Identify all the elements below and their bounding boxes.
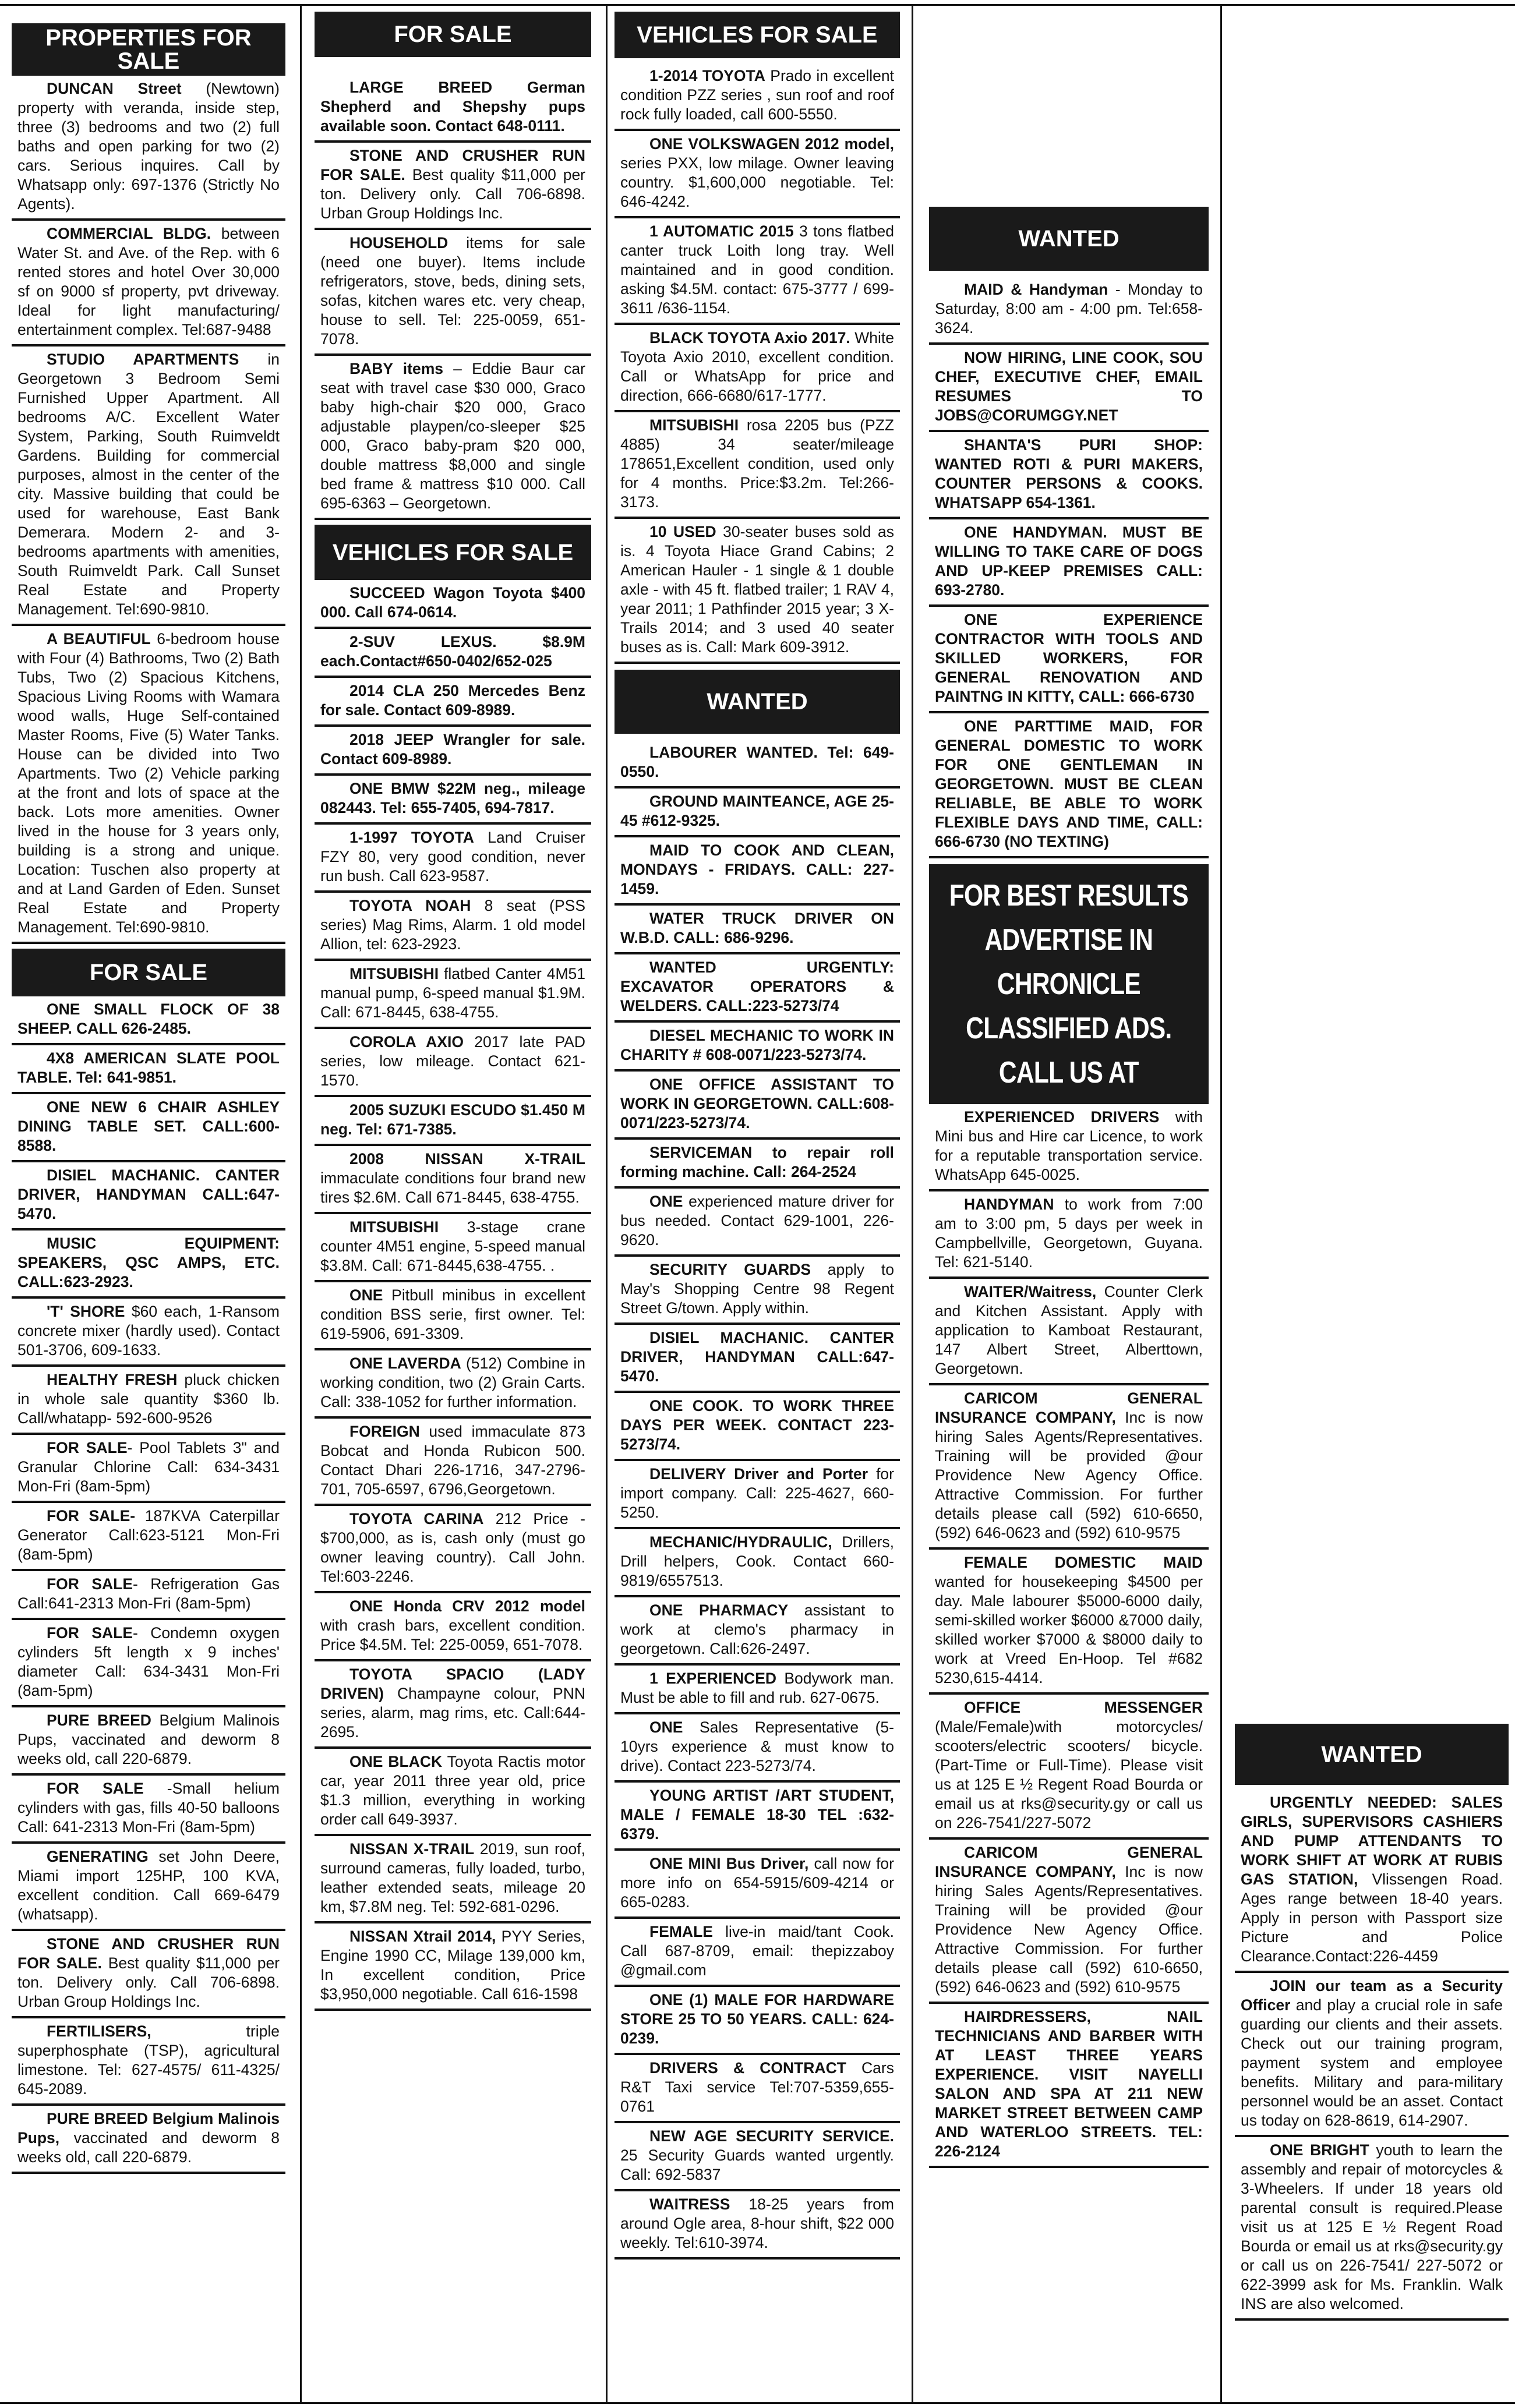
- ad-body: items for sale (need one buyer). Items include refrigerators, stove, beds, dining sets, sofas, kitchen wares etc. very cheap, house to sell. Tel: 225-0059, 651-7078.: [320, 234, 585, 348]
- ad-heading: MECHANIC/HYDRAULIC,: [649, 1533, 832, 1551]
- classified-ad: [12, 2018, 285, 2106]
- classified-ad: [12, 1503, 285, 1571]
- ad-body: 2019, sun roof, surround cameras, fully loaded, turbo, leather extended seats, mileage 20 km, $7.8M neg. Tel: 592-681-0296.: [320, 1840, 586, 1915]
- classified-ad: [315, 1214, 591, 1282]
- ad-heading: FOR SALE-: [47, 1507, 136, 1525]
- ad-body: 3 tons flatbed canter truck Loith long tray. Well maintained and in good condition. asking $4.5M. contact: 675-3777 / 699-3611 /636-1154.: [620, 222, 894, 317]
- ad-body: 30-seater buses sold as is. 4 Toyota Hiace Grand Cabins; 2 American Hauler - 1 single & 1 double axle - with 45 ft. flatbed trailer; 1 RAV 4, year 2011; 1 Pathfinder 2015 year; 3 X-Trails 2014; and 3 used 40 seater buses as is. Call: Mark 609-3912.: [620, 523, 895, 656]
- ad-body: Inc is now hiring Sales Agents/Representatives. Training will be provided @our Providence New Agency Office. Attractive Commission. For further details please call (592) 610-6650, (592) 646-0623 and (592) 610-9575: [935, 1863, 1203, 1996]
- classified-ad: [12, 1094, 285, 1162]
- ad-heading: ONE (1) MALE FOR HARDWARE STORE 25 TO 50 YEARS. CALL: 624-0239.: [620, 1991, 894, 2047]
- column-4: [929, 207, 1209, 2393]
- classified-ad: [615, 1325, 900, 1393]
- ad-list-wanted-3: [929, 1104, 1209, 2168]
- classified-ad: [315, 356, 591, 520]
- ad-list-wanted: [615, 740, 900, 2260]
- ad-heading: ONE BRIGHT: [1270, 2141, 1369, 2159]
- ad-heading: NEW AGE SECURITY SERVICE.: [649, 2127, 894, 2145]
- classified-ad: [929, 277, 1209, 345]
- ad-heading: SHANTA'S PURI SHOP: WANTED ROTI & PURI MAKERS, COUNTER PERSONS & COOKS. WHATSAPP 654-1361.: [935, 436, 1203, 511]
- classified-ad: [12, 1230, 285, 1299]
- section-header-text: VEHICLES FOR SALE: [637, 22, 878, 48]
- ad-body: (Newtown) property with veranda, inside step, three (3) bedrooms and two (2) full baths and open parking for two (2) cars. Serious inquires. Call by Whatsapp only: 697-1376 (Strictly No Agents).: [17, 80, 280, 213]
- ad-heading: WANTED URGENTLY: EXCAVATOR OPERATORS & WELDERS. CALL:223-5273/74: [620, 959, 894, 1014]
- classified-ad: [615, 2123, 900, 2191]
- classified-ad: [315, 580, 591, 629]
- classified-ad: [615, 63, 900, 131]
- ad-body: -Small helium cylinders with gas, fills 40-50 balloons Call: 641-2313 Mon-Fri (8am-5pm): [17, 1780, 280, 1836]
- ad-heading: ONE EXPERIENCE CONTRACTOR WITH TOOLS AND SKILLED WORKERS, FOR GENERAL RENOVATION AND PAINTNG IN KITTY, CALL: 666-6730: [935, 611, 1203, 705]
- ad-heading: ONE HANDYMAN. MUST BE WILLING TO TAKE CARE OF DOGS AND UP-KEEP PREMISES CALL: 693-2780.: [935, 524, 1203, 599]
- ad-heading: 1 EXPERIENCED: [649, 1670, 777, 1687]
- classified-ad: [615, 519, 900, 664]
- classified-ad: [12, 1707, 285, 1776]
- ad-body: 212 Price - $700,000, as is, cash only (must go owner leaving country). Call John. Tel:603-2246.: [320, 1510, 585, 1585]
- classified-ad: [615, 2055, 900, 2123]
- ad-body: Cars R&T Taxi service Tel:707-5359,655-0761: [620, 2059, 894, 2115]
- ad-heading: 10 USED: [649, 523, 716, 540]
- classified-ad: [615, 2191, 900, 2260]
- classified-ad: [929, 1104, 1209, 1191]
- section-header-text: WANTED: [707, 689, 808, 715]
- classified-ad: [929, 1191, 1209, 1279]
- ad-heading: MAID & Handyman: [964, 281, 1108, 298]
- ad-body: rosa 2205 bus (PZZ 4885) 34 seater/mileage 178651,Excellent condition, used only for 4 months. Price:$3.2m. Tel:266-3173.: [620, 416, 894, 511]
- ad-heading: ONE MINI Bus Driver,: [649, 1855, 809, 1872]
- ad-heading: DISIEL MACHANIC. CANTER DRIVER, HANDYMAN CALL:647-5470.: [620, 1329, 894, 1385]
- classified-ad: [615, 1023, 900, 1072]
- ad-heading: DISIEL MACHANIC. CANTER DRIVER, HANDYMAN CALL:647-5470.: [17, 1166, 280, 1222]
- classified-ad: [12, 346, 285, 626]
- ad-heading: NISSAN Xtrail 2014,: [349, 1928, 496, 1945]
- ad-heading: ONE VOLKSWAGEN 2012 model,: [649, 135, 894, 153]
- classified-ad: [615, 1597, 900, 1666]
- ad-body: Inc is now hiring Sales Agents/Representatives. Training will be provided @our Providence New Agency Office. Attractive Commission. For further details please call (592) 610-6650, (592) 646-0623 and (592) 610-9575: [935, 1409, 1203, 1541]
- ad-heading: JOIN our team as a Security Officer: [1241, 1977, 1503, 2014]
- ad-heading: MAID TO COOK AND CLEAN, MONDAYS - FRIDAYS. CALL: 227-1459.: [620, 841, 894, 897]
- ad-heading: FOREIGN: [349, 1423, 420, 1440]
- ad-body: - Monday to Saturday, 8:00 am - 4:00 pm. Tel:658-3624.: [935, 281, 1203, 337]
- ad-heading: TOYOTA NOAH: [349, 897, 471, 914]
- ad-heading: STUDIO APARTMENTS: [47, 351, 239, 368]
- ad-body: 187KVA Caterpillar Generator Call:623-5121 Mon-Fri (8am-5pm): [17, 1507, 280, 1563]
- classified-ad: [1235, 1790, 1509, 1973]
- ad-heading: 1-1997 TOYOTA: [349, 829, 474, 846]
- ad-body: Vlissengen Road. Ages range between 18-40 years. Apply in person with Passport size Picture and Police Clearance.Contact:226-4459: [1241, 1870, 1503, 1965]
- ad-heading: MUSIC EQUIPMENT: SPEAKERS, QSC AMPS, ETC. CALL:623-2923.: [17, 1235, 280, 1290]
- classified-ad: [615, 837, 900, 906]
- ad-heading: FOR SALE: [47, 1780, 144, 1797]
- ad-heading: CARICOM GENERAL INSURANCE COMPANY,: [935, 1389, 1203, 1426]
- ad-heading: LABOURER WANTED. Tel: 649-0550.: [620, 744, 894, 780]
- classified-ad: [929, 713, 1209, 858]
- classified-ad: [12, 1844, 285, 1931]
- classified-ad: [315, 776, 591, 825]
- classified-ad: [12, 1162, 285, 1230]
- ad-body: Counter Clerk and Kitchen Assistant. Apply with application to Kamboat Restaurant, 147 Albert Street, Alberttown, Georgetown.: [935, 1283, 1203, 1377]
- ad-heading: MITSUBISHI: [649, 416, 739, 434]
- column-5: [1235, 1724, 1509, 2393]
- column-divider: [606, 6, 608, 2402]
- ad-body: used immaculate 873 Bobcat and Honda Rubicon 500. Contact Dhari 226-1716, 347-2796-701, 705-6597, 6796,Georgetown.: [320, 1423, 585, 1498]
- ad-body: vaccinated and deworm 8 weeks old, call 220-6879.: [17, 2129, 280, 2166]
- ad-heading: 2018 JEEP Wrangler for sale. Contact 609-8989.: [320, 731, 585, 768]
- ad-heading: ONE: [649, 1193, 683, 1210]
- ad-body: for import company. Call: 225-4627, 660-5250.: [620, 1465, 894, 1521]
- ad-body: - Pool Tablets 3" and Granular Chlorine Call: 634-3431 Mon-Fri (8am-5pm): [17, 1439, 280, 1495]
- ad-heading: HAIRDRESSERS, NAIL TECHNICIANS AND BARBER WITH AT LEAST THREE YEARS EXPERIENCE. VISIT NAYELLI SALON AND SPA AT 211 NEW MARKET STREET BETWEEN CAMP AND WATERLOO STREETS. TEL: 226-2124: [935, 2008, 1203, 2160]
- ad-heading: CARICOM GENERAL INSURANCE COMPANY,: [935, 1844, 1203, 1880]
- ad-heading: ONE NEW 6 CHAIR ASHLEY DINING TABLE SET. CALL:600-8588.: [17, 1098, 280, 1154]
- ad-body: pluck chicken in whole sale quantity $360 lb. Call/whatapp- 592-600-9526: [17, 1371, 280, 1427]
- ad-body: Pitbull minibus in excellent condition BSS serie, first owner. Tel: 619-5906, 691-3309.: [320, 1286, 585, 1342]
- ad-heading: A BEAUTIFUL: [47, 630, 151, 648]
- ad-body: with Mini bus and Hire car Licence, to work for a reputable transportation service. WhatsApp 645-0025.: [935, 1108, 1203, 1183]
- ad-body: assistant to work at clemo's pharmacy in georgetown. Call:626-2497.: [620, 1601, 895, 1657]
- ad-heading: 'T' SHORE: [47, 1303, 125, 1320]
- column-3: [615, 12, 900, 2393]
- ad-heading: FEMALE DOMESTIC MAID: [964, 1554, 1203, 1571]
- classified-ad: [929, 1385, 1209, 1550]
- ad-heading: PURE BREED: [47, 1712, 151, 1729]
- classified-ad: [12, 221, 285, 346]
- classified-ad: [315, 75, 591, 143]
- ad-heading: TOYOTA SPACIO (LADY DRIVEN): [320, 1666, 585, 1702]
- ad-heading: COROLA AXIO: [349, 1033, 464, 1051]
- section-header-text: VEHICLES FOR SALE: [332, 539, 574, 565]
- ad-body: 6-bedroom house with Four (4) Bathrooms, Two (2) Bath Tubs, Two (2) Spacious Kitchens, Spacious Living Rooms with Wamara wood walls, Huge Self-contained Master Rooms, Five (5) Water Tanks. House can be divided into Two Apartments. Two (2) Vehicle parking at the front and lots of space at the back. Lots more amenities. Owner lived in the house for 3 years only, building is a strong and unique. Location: Tuschen also property at and at Land Garden of Eden. Sunset Real Estate and Property Management. Tel:690-9810.: [17, 630, 280, 936]
- classified-ad: [615, 788, 900, 837]
- classified-ad: [12, 1620, 285, 1707]
- ad-heading: OFFICE MESSENGER: [964, 1699, 1203, 1716]
- ad-heading: HEALTHY FRESH: [47, 1371, 178, 1388]
- section-header-for-sale: [12, 949, 285, 996]
- section-header-text: WANTED: [1018, 226, 1120, 252]
- ad-heading: COMMERCIAL BLDG.: [47, 225, 211, 242]
- column-divider: [300, 6, 302, 2402]
- ad-body: – Eddie Baur car seat with travel case $30 000, Graco baby high-chair $20 000, Graco adjustable playpen/co-sleeper $25 000, Graco baby-pram $20 000, double mattress $8,000 and single bed frame & mattress $10 000. Call 695-6363 – Georgetown.: [320, 360, 585, 512]
- classified-ad: [615, 218, 900, 325]
- ad-heading: DUNCAN Street: [47, 80, 182, 97]
- ad-list-vehicles-2: [615, 63, 900, 664]
- ad-heading: ONE COOK. TO WORK THREE DAYS PER WEEK. CONTACT 223-5273/74.: [620, 1397, 894, 1453]
- top-rule: [0, 0, 1515, 6]
- ad-body: Best quality $11,000 per ton. Delivery only. Call 706-6898. Urban Group Holdings Inc.: [17, 1954, 280, 2010]
- ad-body: apply to May's Shopping Centre 98 Regent Street G/town. Apply within.: [620, 1261, 894, 1317]
- ad-heading: FOR SALE: [47, 1575, 133, 1593]
- classified-ad: [12, 2106, 285, 2174]
- classified-ad: [315, 1923, 591, 2011]
- ad-heading: SERVICEMAN to repair roll forming machine. Call: 264-2524: [620, 1144, 894, 1180]
- classified-ad: [615, 325, 900, 412]
- classified-ad: [315, 1282, 591, 1350]
- section-header-for-sale-2: [315, 12, 591, 57]
- section-header-text: PROPERTIES FOR SALE: [45, 25, 252, 74]
- classified-ad: [615, 740, 900, 788]
- ad-heading: 2008 NISSAN X-TRAIL: [349, 1150, 585, 1168]
- ad-list-wanted-4: [1235, 1790, 1509, 2321]
- classified-ad: [12, 626, 285, 944]
- classified-ad: [315, 825, 591, 893]
- ad-list-for-sale-2: [315, 75, 591, 520]
- classified-ad: [615, 1666, 900, 1714]
- ad-body: wanted for housekeeping $4500 per day. Male labourer $5000-6000 daily, semi-skilled worker $6000 &7000 daily, skilled worker $7000 & $8000 daily to work at Vreed En-Hoop. Tel #682 5230,615-4414.: [935, 1573, 1203, 1686]
- ad-body: flatbed Canter 4M51 manual pump, 6-speed manual $1.9M. Call: 671-8445, 638-4755.: [320, 965, 585, 1021]
- classified-ad: [929, 1279, 1209, 1385]
- ad-body: 25 Security Guards wanted urgently. Call: 692-5837: [620, 2147, 894, 2183]
- ad-heading: MITSUBISHI: [349, 965, 439, 982]
- ad-heading: 2-SUV LEXUS. $8.9M each.Contact#650-0402/652-025: [320, 633, 585, 670]
- ad-heading: STONE AND CRUSHER RUN FOR SALE.: [320, 147, 585, 183]
- section-header-vehicles: [315, 525, 591, 580]
- ad-list-wanted-2: [929, 277, 1209, 858]
- classified-ad: [615, 1919, 900, 1987]
- classified-ad: [615, 1140, 900, 1189]
- ad-heading: ONE PARTTIME MAID, FOR GENERAL DOMESTIC TO WORK FOR ONE GENTLEMAN IN GEORGETOWN. MUST BE CLEAN RELIABLE, BE ABLE TO WORK FLEXIBLE DAYS AND TIME, CALL: 666-6730 (NO TEXTING): [935, 717, 1203, 850]
- ad-body: immaculate conditions four brand new tires $2.6M. Call 671-8445, 638-4755.: [320, 1169, 585, 1206]
- ad-heading: ONE SMALL FLOCK OF 38 SHEEP. CALL 626-2485.: [17, 1000, 280, 1037]
- ad-body: - Refrigeration Gas Call:641-2313 Mon-Fri (8am-5pm): [17, 1575, 280, 1612]
- ad-body: with crash bars, excellent condition. Price $4.5M. Tel: 225-0059, 651-7078.: [320, 1617, 585, 1653]
- ad-body: - Condemn oxygen cylinders 5ft length x 9 inches' diameter Call: 634-3431 Mon-Fri (8am-5pm): [17, 1624, 280, 1699]
- ad-heading: 1 AUTOMATIC 2015: [649, 222, 794, 240]
- ad-heading: FOR SALE: [47, 1624, 133, 1642]
- ad-heading: PURE BREED Belgium Malinois Pups,: [17, 2110, 280, 2147]
- ad-body: and play a crucial role in safe guarding our clients and their assets. Check out our training program, payment system and employee benefits. Military and para-military personnel would be an asset. Contact us today on 628-8619, 614-2907.: [1241, 1996, 1503, 2129]
- ad-body: 3-stage crane counter 4M51 engine, 5-speed manual $3.8M. Call: 671-8445,638-4755. .: [320, 1218, 585, 1274]
- classified-ad: [615, 1714, 900, 1783]
- ad-body: Best quality $11,000 per ton. Delivery only. Call 706-6898. Urban Group Holdings Inc.: [320, 166, 586, 222]
- ad-heading: WATER TRUCK DRIVER ON W.B.D. CALL: 686-9296.: [620, 910, 894, 946]
- promo-box: [929, 864, 1209, 1104]
- classified-ad: [615, 1529, 900, 1597]
- ad-heading: DRIVERS & CONTRACT: [649, 2059, 846, 2077]
- column-divider: [1220, 6, 1222, 2402]
- ad-heading: ONE PHARMACY: [649, 1601, 789, 1619]
- ad-heading: ONE: [349, 1286, 383, 1304]
- ad-heading: NOW HIRING, LINE COOK, SOU CHEF, EXECUTIVE CHEF, EMAIL RESUMES TO JOBS@CORUMGGY.NET: [935, 349, 1203, 424]
- classified-ad: [615, 1072, 900, 1140]
- section-header-wanted-2: [929, 207, 1209, 271]
- ad-body: Sales Representative (5-10yrs experience & must know to drive). Contact 223-5273/74.: [620, 1719, 894, 1774]
- ad-heading: FOR SALE: [47, 1439, 128, 1456]
- ad-heading: STONE AND CRUSHER RUN FOR SALE.: [17, 1935, 280, 1972]
- classified-ad: [929, 432, 1209, 519]
- ad-list-for-sale: [12, 996, 285, 2174]
- classified-ad: [315, 143, 591, 230]
- ad-heading: FEMALE: [649, 1923, 713, 1940]
- classified-ad: [929, 1695, 1209, 1840]
- ad-body: between Water St. and Ave. of the Rep. with 6 rented stores and hotel Over 30,000 sf on 9000 sf property, pvt driveway. Ideal for light manufacturing/ entertainment complex. Tel:687-9488: [17, 225, 280, 338]
- ad-body: to work from 7:00 am to 3:00 pm, 5 days per week in Campbellville, Georgetown, Guyana. Tel: 621-5140.: [935, 1196, 1203, 1271]
- classified-ad: [12, 1367, 285, 1435]
- ad-heading: URGENTLY NEEDED: SALES GIRLS, SUPERVISORS CASHIERS AND PUMP ATTENDANTS TO WORK SHIFT AT WORK AT RUBIS GAS STATION,: [1241, 1794, 1503, 1888]
- classified-ad: [12, 996, 285, 1045]
- classified-ad: [12, 1299, 285, 1367]
- ad-body: (Male/Female)with motorcycles/ scooters/electric scooters/ bicycle.(Part-Time or Full-Time). Please visit us at 125 E ½ Regent Road Bourda or email us at rks@security.gy or call us on 226-7541/227-5072: [935, 1718, 1203, 1831]
- ad-body: 8 seat (PSS series) Mag Rims, Alarm. 1 old model Allion, tel: 623-2923.: [320, 897, 586, 953]
- ad-heading: 2005 SUZUKI ESCUDO $1.450 M neg. Tel: 671-7385.: [320, 1101, 585, 1138]
- classified-ad: [929, 519, 1209, 607]
- classified-ad: [315, 1593, 591, 1661]
- ad-body: White Toyota Axio 2010, excellent condition. Call or WhatsApp for price and direction, 666-6680/617-1777.: [620, 329, 894, 404]
- ad-body: 18-25 years from around Ogle area, 8-hour shift, $22 000 weekly. Tel:610-3974.: [620, 2195, 894, 2251]
- classified-ad: [12, 1571, 285, 1620]
- classified-ad: [929, 2004, 1209, 2168]
- classified-ad: [315, 1419, 591, 1506]
- classified-ad: [315, 230, 591, 356]
- ad-body: set John Deere, Miami import 125HP, 100 KVA, excellent condition. Call 669-6479 (whatsapp).: [17, 1848, 280, 1923]
- column-2: [315, 12, 591, 2393]
- ad-heading: SUCCEED Wagon Toyota $400 000. Call 674-0614.: [320, 584, 585, 621]
- classified-ad: [315, 961, 591, 1029]
- ad-heading: ONE OFFICE ASSISTANT TO WORK IN GEORGETOWN. CALL:608-0071/223-5273/74.: [620, 1076, 894, 1131]
- classified-ad: [12, 76, 285, 221]
- classified-ad: [615, 906, 900, 954]
- ad-heading: LARGE BREED German Shepherd and Shepshy pups available soon. Contact 648-0111.: [320, 79, 585, 135]
- ad-body: (512) Combine in working condition, two (2) Grain Carts. Call: 338-1052 for further information.: [320, 1355, 585, 1410]
- classified-ad: [12, 1045, 285, 1094]
- ad-list-vehicles: [315, 580, 591, 2011]
- classified-ad: [315, 727, 591, 776]
- ad-heading: WAITRESS: [649, 2195, 730, 2213]
- ad-list-properties: [12, 76, 285, 944]
- bottom-rule: [0, 2402, 1515, 2408]
- column-divider: [912, 6, 913, 2402]
- ad-heading: SECURITY GUARDS: [649, 1261, 811, 1278]
- ad-heading: ONE Honda CRV 2012 model: [349, 1597, 585, 1615]
- ad-heading: BLACK TOYOTA Axio 2017.: [649, 329, 850, 346]
- section-header-vehicles-2: [615, 12, 900, 58]
- classified-ad: [929, 607, 1209, 713]
- column-1: [12, 23, 285, 2393]
- classified-ad: [315, 1146, 591, 1214]
- section-header-text: FOR SALE: [394, 22, 512, 47]
- section-header-wanted-4: [1235, 1724, 1509, 1785]
- ad-heading: ONE BLACK: [349, 1753, 443, 1770]
- ad-heading: GROUND MAINTEANCE, AGE 25-45 #612-9325.: [620, 793, 894, 829]
- ad-heading: BABY items: [349, 360, 444, 377]
- ad-body: call now for more info on 654-5915/609-4214 or 665-0283.: [620, 1855, 894, 1911]
- classified-ad: [929, 345, 1209, 432]
- classified-ad: [1235, 1973, 1509, 2137]
- ad-heading: ONE BMW $22M neg., mileage 082443. Tel: 655-7405, 694-7817.: [320, 780, 585, 816]
- ad-body: Prado in excellent condition PZZ series , sun roof and roof rock fully loaded, call 600-5550.: [620, 67, 894, 123]
- promo-text: FOR BEST RESULTS ADVERTISE IN CHRONICLE CLASSIFIED ADS. CALL US AT: [929, 864, 1209, 1104]
- ad-body: $60 each, 1-Ransom concrete mixer (hardly used). Contact 501-3706, 609-1633.: [17, 1303, 280, 1359]
- ad-body: live-in maid/tant Cook. Call 687-8709, email: thepizzaboy @gmail.com: [620, 1923, 894, 1979]
- ad-body: 2017 late PAD series, low mileage. Contact 621-1570.: [320, 1033, 585, 1089]
- classified-ad: [315, 1836, 591, 1923]
- classified-ad: [315, 1350, 591, 1419]
- classified-ad: [615, 131, 900, 218]
- classified-ad: [315, 1097, 591, 1146]
- classified-ad: [615, 412, 900, 519]
- ad-heading: YOUNG ARTIST /ART STUDENT, MALE / FEMALE 18-30 TEL :632-6379.: [620, 1787, 894, 1843]
- ad-body: Champayne colour, PNN series, alarm, mag rims, etc. Call:644-2695.: [320, 1685, 585, 1741]
- ad-body: Drillers, Drill helpers, Cook. Contact 660-9819/6557513.: [620, 1533, 894, 1589]
- ad-heading: HOUSEHOLD: [349, 234, 449, 252]
- classified-ad: [929, 1840, 1209, 2004]
- classified-ad: [615, 1189, 900, 1257]
- ad-heading: DELIVERY Driver and Porter: [649, 1465, 868, 1483]
- ad-body: Toyota Ractis motor car, year 2011 three year old, price $1.3 million, everything in working order call 649-3937.: [320, 1753, 585, 1828]
- classified-ad: [615, 1461, 900, 1529]
- classified-ad: [615, 1851, 900, 1919]
- ad-heading: NISSAN X-TRAIL: [349, 1840, 475, 1858]
- ad-heading: EXPERIENCED DRIVERS: [964, 1108, 1160, 1126]
- ad-body: youth to learn the assembly and repair of motorcycles & 3-Wheelers. If under 18 years old parental consult is required.Please visit us at 125 E ½ Regent Road Bourda or email us at rks@security.gy or call us on 226-7541/ 227-5072 or 622-3999 ask for Ms. Franklin. Walk INS are also welcomed.: [1241, 2141, 1503, 2312]
- classified-ad: [615, 1257, 900, 1325]
- classified-ad: [615, 1987, 900, 2055]
- ad-heading: MITSUBISHI: [349, 1218, 439, 1236]
- ad-heading: WAITER/Waitress,: [964, 1283, 1097, 1300]
- ad-heading: ONE LAVERDA: [349, 1355, 461, 1372]
- ad-body: experienced mature driver for bus needed. Contact 629-1001, 226-9620.: [620, 1193, 894, 1249]
- ad-body: Belgium Malinois Pups, vaccinated and deworm 8 weeks old, call 220-6879.: [17, 1712, 280, 1767]
- classified-ad: [315, 1029, 591, 1097]
- classified-ad: [1235, 2137, 1509, 2321]
- section-header-properties: [12, 23, 285, 76]
- classified-ad: [12, 1931, 285, 2018]
- ad-heading: DIESEL MECHANIC TO WORK IN CHARITY # 608-0071/223-5273/74.: [620, 1027, 894, 1063]
- ad-body: Land Cruiser FZY 80, very good condition, never run bush. Call 623-9587.: [320, 829, 585, 885]
- classified-ad: [615, 954, 900, 1023]
- ad-heading: GENERATING: [47, 1848, 149, 1865]
- ad-heading: 1-2014 TOYOTA: [649, 67, 765, 84]
- ad-heading: 2014 CLA 250 Mercedes Benz for sale. Contact 609-8989.: [320, 682, 585, 719]
- classified-ad: [12, 1776, 285, 1844]
- ad-body: Bodywork man. Must be able to fill and rub. 627-0675.: [620, 1670, 894, 1706]
- classified-ad: [315, 629, 591, 678]
- ad-body: PYY Series, Engine 1990 CC, Milage 139,000 km, In excellent condition, Price $3,950,000 negotiable. Call 616-1598: [320, 1928, 585, 2003]
- section-header-wanted: [615, 670, 900, 734]
- classified-ad: [615, 1783, 900, 1851]
- classified-ad: [929, 1550, 1209, 1695]
- ad-heading: HANDYMAN: [964, 1196, 1054, 1213]
- classified-ad: [315, 678, 591, 727]
- ad-heading: ONE: [649, 1719, 683, 1736]
- ad-body: in Georgetown 3 Bedroom Semi Furnished Upper Apartment. All bedrooms A/C. Excellent Water System, Parking, South Ruimveldt Gardens. Building for commercial purposes, almost in the center of the city. Massive building that could be used for warehouse, East Bank Demerara. Modern 2- and 3-bedrooms apartments with amenities, South Ruimveldt Park. Call Sunset Real Estate and Property Management. Tel:690-9810.: [17, 351, 280, 618]
- section-header-text: WANTED: [1321, 1741, 1422, 1767]
- section-header-text: FOR SALE: [89, 960, 208, 985]
- ad-body: triple superphosphate (TSP), agricultural limestone. Tel: 627-4575/ 611-4325/ 645-2089.: [17, 2022, 280, 2098]
- ad-heading: 4X8 AMERICAN SLATE POOL TABLE. Tel: 641-9851.: [17, 1049, 280, 1086]
- classified-ad: [315, 1749, 591, 1836]
- classified-ad: [12, 1435, 285, 1503]
- ad-heading: FERTILISERS,: [47, 2022, 151, 2040]
- classified-ad: [315, 1506, 591, 1593]
- ad-body: series PXX, low milage. Owner leaving country. $1,600,000 negotiable. Tel: 646-4242.: [620, 154, 894, 210]
- classified-ad: [615, 1393, 900, 1461]
- ad-heading: TOYOTA CARINA: [349, 1510, 484, 1527]
- classified-ad: [315, 893, 591, 961]
- classified-ad: [315, 1661, 591, 1749]
